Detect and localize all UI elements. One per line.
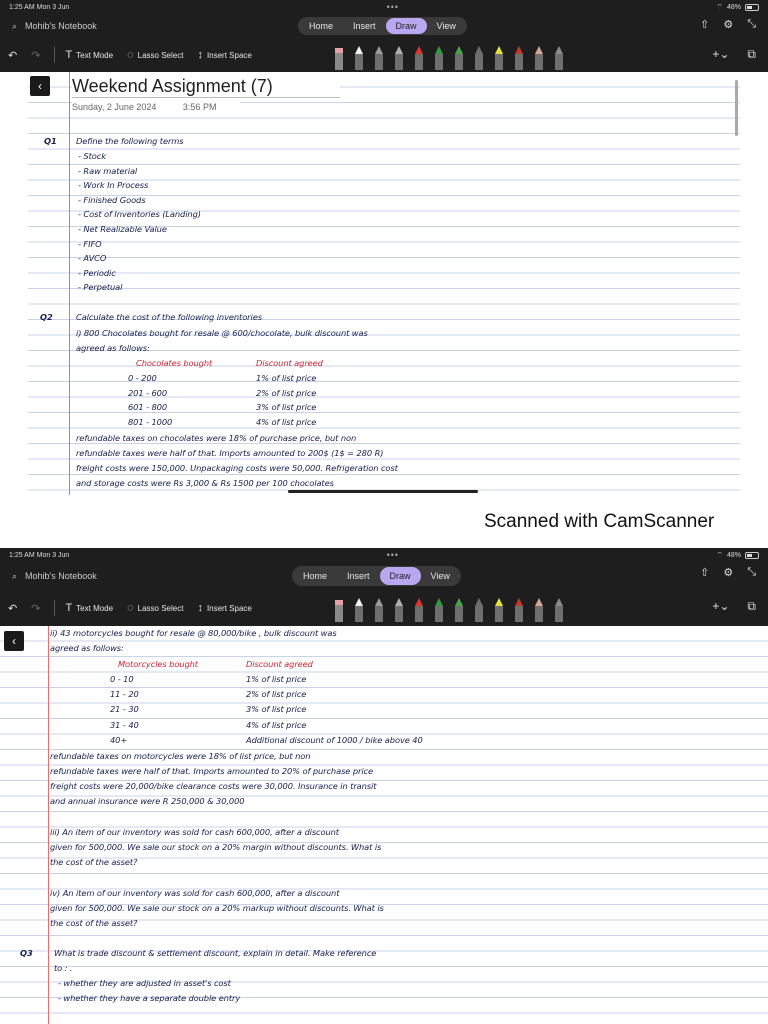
tab-view[interactable]: View	[430, 571, 450, 581]
tab-view[interactable]: View	[436, 21, 456, 31]
pen-icon[interactable]	[554, 598, 564, 622]
q2-number: Q2	[40, 312, 53, 322]
undo-icon: ↶	[8, 49, 18, 62]
table-cell-range: 11 - 20	[110, 689, 139, 700]
q3-number: Q3	[20, 948, 33, 958]
battery-icon	[745, 552, 759, 559]
title-bar	[0, 14, 768, 38]
notebook-name[interactable]: Mohib's Notebook	[25, 571, 97, 581]
margin-line	[69, 72, 70, 495]
pen-icon[interactable]	[354, 46, 364, 70]
share-icon[interactable]: ⇧	[700, 19, 710, 31]
table-cell-discount: 1% of list price	[256, 373, 317, 383]
tab-insert[interactable]: Insert	[347, 571, 370, 581]
table-cell-discount: 4% of list price	[256, 416, 317, 427]
q1-term-item: - Perpetual	[78, 282, 123, 293]
insert-space-icon: ↕	[197, 602, 203, 614]
multitask-dots[interactable]: •••	[386, 550, 400, 560]
q2-ii-para-line2: refundable taxes were half of that. Imports amounted to 20% of purchase price	[50, 766, 373, 776]
settings-gear-icon[interactable]: ⚙	[723, 567, 734, 579]
lasso-select-button[interactable]	[127, 49, 183, 61]
screenshot-top	[0, 0, 768, 495]
toolbar-divider	[54, 600, 55, 616]
text-mode-button[interactable]	[65, 602, 113, 614]
table-cell-range: 801 - 1000	[128, 416, 173, 427]
q2-ii-line1: ii) 43 motorcycles bought for resale @ 80,000/bike , bulk discount was	[50, 628, 337, 638]
insert-space-label: Insert Space	[206, 50, 252, 60]
q1-term-item: - Raw material	[78, 165, 138, 176]
table-header-discount: Discount agreed	[246, 659, 313, 669]
status-bar	[0, 548, 768, 562]
table-cell-discount: 2% of list price	[256, 387, 317, 398]
insert-space-button[interactable]	[197, 602, 251, 614]
q3-line4: - whether they have a separate double entry	[58, 993, 241, 1003]
q2-iv-line3: the cost of the asset?	[50, 918, 138, 928]
pen-icon[interactable]	[394, 598, 404, 622]
lasso-icon: ◌	[127, 602, 134, 614]
text-mode-label: Text Mode	[76, 50, 114, 60]
back-button[interactable]	[30, 76, 50, 96]
lasso-label: Lasso Select	[137, 50, 184, 60]
q2-i-line2: agreed as follows:	[76, 343, 150, 353]
battery-percent: 48%	[726, 3, 741, 11]
table-cell-discount: 3% of list price	[246, 704, 307, 715]
insert-space-icon: ↕	[197, 49, 203, 61]
note-page[interactable]	[0, 626, 768, 1024]
q1-number: Q1	[44, 136, 57, 146]
margin-line	[48, 626, 49, 1024]
q2-ii-para-line1: refundable taxes on motorcycles were 18% of list price, but non	[50, 751, 311, 761]
q2-iv-line2: given for 500,000. We sale our stock on a 20% markup without discounts. What is	[50, 903, 384, 913]
page-datetime	[72, 102, 240, 112]
screenshot-bottom	[0, 548, 768, 1024]
table-cell-range: 0 - 10	[110, 674, 134, 684]
table-cell-discount: Additional discount of 1000 / bike above 40	[246, 734, 423, 745]
chevron-left-icon: ‹	[12, 634, 16, 648]
ink-to-shape-icon[interactable]: ⧉	[747, 599, 756, 613]
wifi-icon: ⌔	[716, 3, 723, 11]
q3-line3: - whether they are adjusted in asset's cost	[58, 978, 231, 988]
table-cell-discount: 4% of list price	[246, 719, 307, 730]
pen-tray	[334, 40, 564, 70]
table-cell-range: 31 - 40	[110, 719, 139, 730]
app-chrome	[0, 548, 768, 626]
page-time: 3:56 PM	[182, 102, 217, 112]
camscanner-watermark: Scanned with CamScanner	[484, 511, 715, 532]
text-cursor-icon: T	[65, 602, 73, 614]
home-indicator[interactable]	[288, 490, 478, 493]
insert-space-button[interactable]	[197, 49, 251, 61]
tab-draw[interactable]: Draw	[386, 18, 427, 34]
search-icon[interactable]: ⌕	[12, 570, 18, 581]
ribbon-tabs	[292, 566, 461, 586]
toolbar-divider	[54, 47, 55, 63]
q1-term-item: - Work In Process	[78, 180, 149, 191]
q2-para-line1: refundable taxes on chocolates were 18% of purchase price, but non	[76, 433, 357, 443]
pen-icon[interactable]	[534, 598, 544, 622]
q2-ii-para-line4: and annual insurance were R 250,000 & 30,000	[50, 796, 245, 806]
redo-icon: ↷	[31, 602, 41, 615]
table-header-bought: Chocolates bought	[136, 358, 213, 368]
pen-icon[interactable]	[514, 46, 524, 70]
redo-button[interactable]	[31, 602, 40, 615]
highlighter-icon[interactable]	[494, 46, 504, 70]
share-icon[interactable]: ⇧	[700, 567, 710, 579]
lasso-select-button[interactable]	[127, 602, 183, 614]
collapse-icon[interactable]: ⤡	[747, 18, 756, 30]
text-cursor-icon: T	[65, 49, 73, 61]
table-cell-range: 40+	[110, 734, 128, 745]
q2-ii-line2: agreed as follows:	[50, 643, 124, 653]
q1-term-item: - FIFO	[78, 238, 102, 249]
q2-iii-line2: given for 500,000. We sale our stock on a 20% margin without discounts. What is	[50, 842, 382, 852]
status-time: 1:25 AM Mon 3 Jun	[9, 551, 70, 559]
draw-toolbar	[0, 590, 768, 626]
pen-tray	[334, 592, 564, 622]
q1-term-item: - Net Realizable Value	[78, 224, 167, 234]
q2-i-line1: i) 800 Chocolates bought for resale @ 600/chocolate, bulk discount was	[76, 328, 368, 338]
table-cell-range: 0 - 200	[128, 373, 157, 383]
page-date: Sunday, 2 June 2024	[72, 102, 157, 112]
lasso-label: Lasso Select	[137, 603, 184, 613]
back-button[interactable]	[4, 631, 24, 651]
multitask-dots[interactable]: •••	[386, 2, 400, 12]
q2-iii-line1: iii) An item of our inventory was sold for cash 600,000, after a discount	[50, 827, 339, 837]
lasso-icon: ◌	[127, 49, 134, 61]
pen-icon[interactable]	[534, 46, 544, 70]
pen-icon[interactable]	[454, 598, 464, 622]
add-pen-icon[interactable]: +⌄	[712, 47, 730, 61]
undo-button[interactable]	[8, 602, 17, 615]
pen-icon[interactable]	[514, 598, 524, 622]
table-cell-discount: 2% of list price	[246, 689, 307, 700]
scrollbar[interactable]	[735, 80, 738, 136]
pen-icon[interactable]	[474, 46, 484, 70]
redo-button[interactable]	[31, 49, 40, 62]
pen-icon[interactable]	[554, 46, 564, 70]
q3-line1: What is trade discount & settlement discount, explain in detail. Make reference	[54, 948, 377, 958]
q2-iv-line1: iv) An item of our inventory was sold for cash 600,000, after a discount	[50, 888, 340, 898]
pen-icon[interactable]	[434, 46, 444, 70]
text-mode-button[interactable]	[65, 49, 113, 61]
table-cell-range: 601 - 800	[128, 402, 168, 412]
app-chrome	[0, 0, 768, 72]
pen-icon[interactable]	[434, 598, 444, 622]
pen-icon[interactable]	[414, 598, 424, 622]
chevron-left-icon: ‹	[38, 79, 42, 93]
battery-icon	[745, 4, 759, 11]
insert-space-label: Insert Space	[206, 603, 252, 613]
q1-term-item: - Stock	[78, 151, 106, 161]
ink-to-shape-icon[interactable]: ⧉	[747, 47, 756, 61]
q2-iii-line3: the cost of the asset?	[50, 857, 138, 867]
battery-percent: 48%	[726, 551, 741, 559]
table-cell-discount: 3% of list price	[256, 402, 317, 412]
redo-icon: ↷	[31, 49, 41, 62]
eraser-icon[interactable]	[334, 46, 344, 70]
status-bar	[0, 0, 768, 14]
status-time: 1:25 AM Mon 3 Jun	[9, 3, 70, 11]
pen-icon[interactable]	[474, 598, 484, 622]
tab-home[interactable]: Home	[303, 571, 328, 581]
q1-term-item: - Finished Goods	[78, 194, 146, 205]
q2-para-line3: freight costs were 150,000. Unpackaging costs were 50,000. Refrigeration cost	[76, 463, 398, 473]
eraser-icon[interactable]	[334, 598, 344, 622]
title-bar	[0, 562, 768, 590]
q2-ii-para-line3: freight costs were 20,000/bike clearance costs were 30,000. Insurance in transit	[50, 781, 377, 791]
pen-icon[interactable]	[394, 46, 404, 70]
table-cell-range: 201 - 600	[128, 387, 168, 398]
draw-toolbar	[0, 38, 768, 72]
ribbon-tabs	[298, 17, 467, 35]
undo-button[interactable]	[8, 49, 17, 62]
undo-icon: ↶	[8, 602, 18, 615]
wifi-icon: ⌔	[716, 551, 723, 559]
pen-icon[interactable]	[414, 46, 424, 70]
pen-icon[interactable]	[374, 46, 384, 70]
page-title[interactable]: Weekend Assignment (7)	[72, 76, 340, 98]
q1-term-item: - Periodic	[78, 267, 116, 278]
text-mode-label: Text Mode	[76, 603, 114, 613]
table-cell-discount: 1% of list price	[246, 674, 307, 684]
q2-title: Calculate the cost of the following inventories	[76, 312, 262, 322]
search-icon[interactable]: ⌕	[12, 20, 18, 31]
table-header-discount: Discount agreed	[256, 358, 323, 368]
q3-line2: to : .	[54, 963, 73, 973]
tab-draw[interactable]: Draw	[380, 567, 421, 585]
q1-term-item: - Cost of Inventories (Landing)	[78, 209, 201, 220]
tab-home[interactable]: Home	[309, 21, 334, 31]
note-page[interactable]	[28, 72, 740, 495]
notebook-name[interactable]: Mohib's Notebook	[25, 21, 97, 31]
collapse-icon[interactable]: ⤡	[747, 566, 756, 578]
q1-title: Define the following terms	[76, 136, 184, 146]
pen-icon[interactable]	[454, 46, 464, 70]
q2-para-line4: and storage costs were Rs 3,000 & Rs 1500 per 100 chocolates	[76, 478, 334, 488]
tab-insert[interactable]: Insert	[353, 21, 376, 31]
table-header-bought: Motorcycles bought	[118, 659, 198, 669]
add-pen-icon[interactable]: +⌄	[712, 599, 730, 613]
table-cell-range: 21 - 30	[110, 704, 139, 715]
pen-icon[interactable]	[354, 598, 364, 622]
q2-para-line2: refundable taxes were half of that. Imports amounted to 200$ (1$ = 280 R)	[76, 448, 384, 458]
settings-gear-icon[interactable]: ⚙	[723, 19, 734, 31]
pen-icon[interactable]	[374, 598, 384, 622]
highlighter-icon[interactable]	[494, 598, 504, 622]
q1-term-item: - AVCO	[78, 253, 107, 264]
